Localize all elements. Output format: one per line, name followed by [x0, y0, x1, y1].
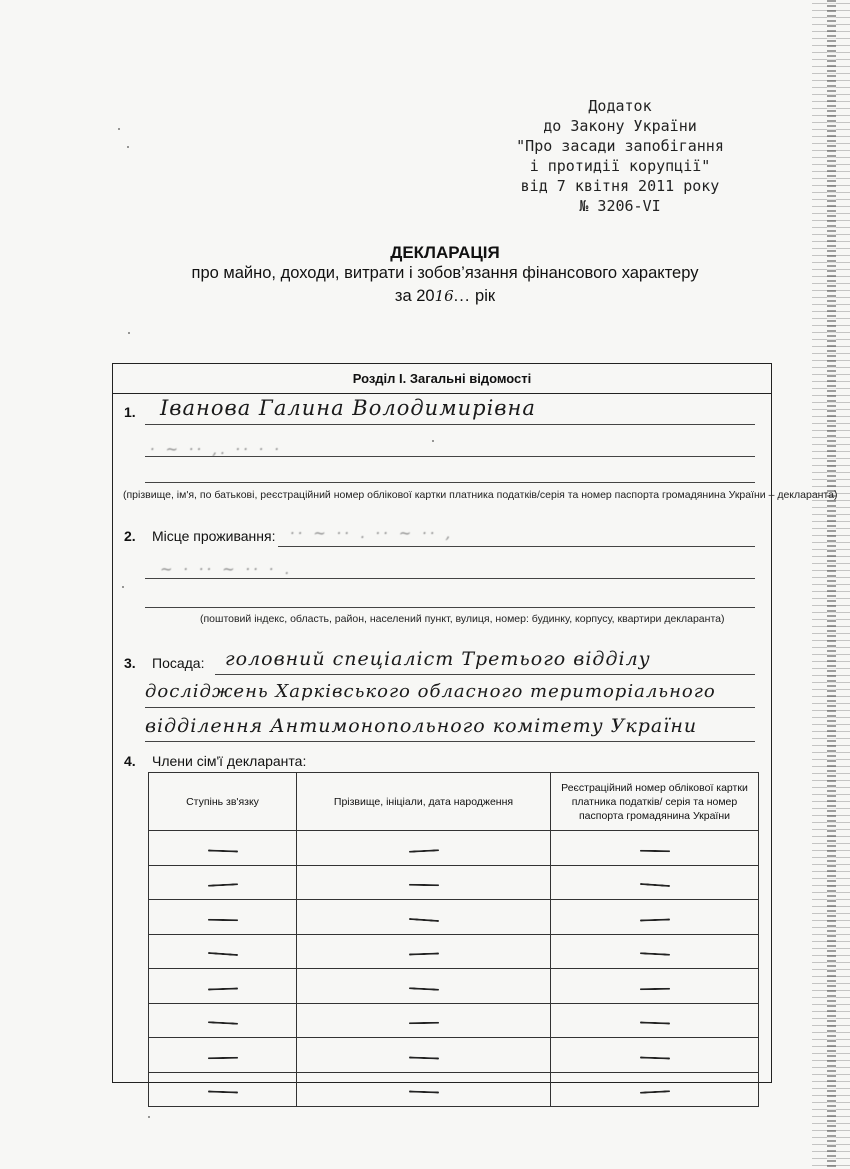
column-header-relation: Ступінь зв'язку	[149, 773, 297, 831]
table-row	[149, 865, 759, 900]
empty-dash-mark	[408, 953, 438, 956]
table-cell	[149, 1038, 297, 1073]
item-2-number: 2.	[124, 528, 136, 544]
column-header-tax-id: Реєстраційний номер облікової картки платника податків/ серія та номер паспорта громадянина України	[551, 773, 759, 831]
item-4-number: 4.	[124, 753, 136, 769]
empty-dash-mark	[207, 1091, 237, 1094]
item-2-label: Місце проживання:	[152, 528, 276, 544]
empty-dash-mark	[639, 849, 669, 852]
table-row	[149, 1038, 759, 1073]
redacted-id-scribble: · ~ ·· ,. ·· · ·	[150, 440, 283, 458]
scan-speck	[128, 332, 130, 334]
table-header-row	[149, 773, 759, 831]
table-cell	[149, 1003, 297, 1038]
item-3-line-2	[145, 707, 755, 708]
empty-dash-mark	[408, 884, 438, 887]
table-cell	[149, 1072, 297, 1107]
empty-dash-mark	[639, 1090, 669, 1094]
year-dots: ...	[453, 287, 471, 305]
declarant-name-handwritten: Іванова Галина Володимирівна	[160, 396, 536, 420]
table-cell	[551, 934, 759, 969]
document-title: ДЕКЛАРАЦІЯ	[390, 243, 500, 262]
appendix-note	[470, 96, 770, 216]
table-cell	[297, 900, 551, 935]
empty-dash-mark	[207, 1021, 237, 1025]
item-2-line-3	[145, 607, 755, 608]
empty-dash-mark	[408, 849, 438, 853]
item-1-hint: (прізвище, ім'я, по батькові, реєстраційний номер облікової картки платника податків/серія та номер паспорта громадянина України – декларанта)	[123, 489, 838, 501]
table-cell	[149, 934, 297, 969]
item-4-label: Члени сім'ї декларанта:	[152, 753, 307, 769]
scan-speck	[127, 146, 129, 148]
table-row	[149, 969, 759, 1004]
section-1-heading: Розділ І. Загальні відомості	[113, 364, 771, 394]
scan-speck	[118, 128, 120, 130]
table-cell	[551, 1038, 759, 1073]
empty-dash-mark	[408, 1056, 438, 1059]
table-cell	[149, 865, 297, 900]
empty-dash-mark	[207, 1056, 237, 1059]
table-cell	[297, 831, 551, 866]
table-cell	[297, 1038, 551, 1073]
table-cell	[149, 831, 297, 866]
family-members-rows	[149, 831, 759, 1107]
table-cell	[297, 934, 551, 969]
empty-dash-mark	[639, 918, 669, 921]
binding-perforation	[827, 0, 836, 1169]
redacted-address-scribble: ·· ~ ·· . ·· ~ ·· ,	[290, 524, 454, 542]
table-row	[149, 934, 759, 969]
item-3-line	[215, 674, 755, 675]
table-cell	[149, 900, 297, 935]
position-handwritten-line: відділення Антимонопольного комітету України	[145, 715, 698, 737]
item-3-label: Посада:	[152, 655, 205, 671]
empty-dash-mark	[207, 918, 237, 921]
table-cell	[551, 1072, 759, 1107]
item-3-number: 3.	[124, 655, 136, 671]
item-1-line-3	[145, 482, 755, 483]
appendix-line: від 7 квітня 2011 року	[520, 177, 720, 195]
table-cell	[551, 900, 759, 935]
table-row	[149, 1072, 759, 1107]
appendix-line: Додаток	[588, 97, 652, 115]
item-1-line-2	[145, 456, 755, 457]
table-cell	[297, 969, 551, 1004]
empty-dash-mark	[207, 952, 237, 956]
document-subtitle: про майно, доходи, витрати і зобов’язання фінансового характеру	[191, 264, 699, 282]
declaration-year	[120, 287, 770, 306]
empty-dash-mark	[408, 987, 438, 991]
column-header-name: Прізвище, ініціали, дата народження	[297, 773, 551, 831]
item-1-number: 1.	[124, 404, 136, 420]
appendix-line: "Про засади запобігання	[516, 137, 724, 155]
table-cell	[551, 831, 759, 866]
item-2-hint: (поштовий індекс, область, район, населений пункт, вулиця, номер: будинку, корпусу, квартири декларанта)	[200, 613, 725, 625]
scan-speck	[122, 586, 124, 588]
scan-speck	[432, 440, 434, 442]
position-handwritten-line: головний спеціаліст Третього відділу	[225, 648, 651, 670]
empty-dash-mark	[408, 918, 438, 922]
appendix-line: до Закону України	[543, 117, 697, 135]
empty-dash-mark	[408, 1091, 438, 1094]
redacted-address-scribble-2: ~ · ·· ~ ·· · .	[160, 560, 293, 578]
empty-dash-mark	[207, 849, 237, 852]
item-2-line-2	[145, 578, 755, 579]
table-cell	[551, 969, 759, 1004]
appendix-line: і протидії корупції"	[529, 157, 711, 175]
scan-speck	[148, 1116, 150, 1118]
item-2-line	[278, 546, 755, 547]
table-cell	[297, 1072, 551, 1107]
empty-dash-mark	[639, 1056, 669, 1059]
empty-dash-mark	[207, 883, 237, 887]
table-cell	[149, 969, 297, 1004]
position-handwritten-line: досліджень Харківського обласного територіального	[145, 681, 716, 702]
year-prefix: за 20	[394, 287, 435, 305]
table-cell	[297, 1003, 551, 1038]
item-3-line-3	[145, 741, 755, 742]
empty-dash-mark	[639, 987, 669, 990]
empty-dash-mark	[408, 1022, 438, 1025]
table-row	[149, 900, 759, 935]
item-1-line	[145, 424, 755, 425]
appendix-line: № 3206-VI	[579, 197, 661, 215]
table-cell	[297, 865, 551, 900]
table-row	[149, 1003, 759, 1038]
table-row	[149, 831, 759, 866]
empty-dash-mark	[207, 987, 237, 990]
empty-dash-mark	[639, 1022, 669, 1025]
empty-dash-mark	[639, 883, 669, 887]
year-handwritten: 16	[434, 287, 454, 305]
year-suffix: рік	[475, 287, 496, 305]
table-cell	[551, 1003, 759, 1038]
table-cell	[551, 865, 759, 900]
empty-dash-mark	[639, 952, 669, 956]
family-members-table	[148, 772, 759, 1107]
